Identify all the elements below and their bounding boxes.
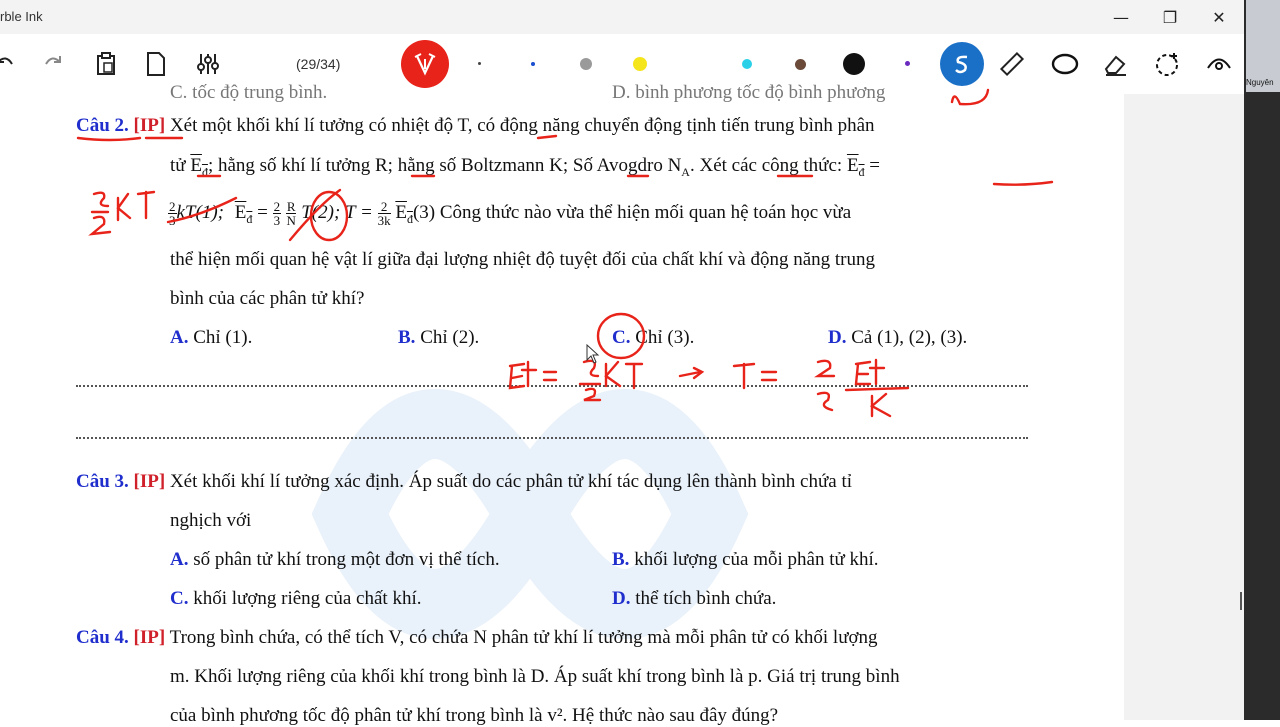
ink-3	[94, 193, 108, 206]
ink-2	[92, 217, 110, 234]
color-dot-7[interactable]	[843, 53, 865, 75]
f2-frac: $\frac{2}{3}$	[273, 199, 281, 229]
ink-et2	[856, 360, 884, 384]
color-dot-1[interactable]	[478, 62, 481, 65]
ink-t	[138, 192, 154, 218]
mouse-cursor-icon	[586, 344, 600, 364]
clipboard-icon[interactable]	[88, 46, 124, 82]
f2-eq: =	[257, 202, 268, 223]
q2-formulas	[168, 198, 851, 234]
f2-lhs: $E_đ$	[234, 202, 253, 226]
minimize-button[interactable]: —	[1113, 7, 1129, 27]
undo-icon[interactable]	[0, 46, 22, 82]
q3-line1	[76, 471, 852, 493]
pen-tool-button[interactable]	[401, 40, 449, 88]
q3-text-1: Xét khối khí lí tưởng xác định. Áp suất do các phân tử khí tác dụng lên thành bình chứa tỉ	[169, 471, 853, 492]
q2-ed-symbol: $E_đ$	[190, 155, 208, 179]
ink-k	[118, 194, 130, 220]
q4-line1	[76, 627, 878, 649]
ink-underline-ed-right	[994, 182, 1052, 185]
q2-label: Câu 2.	[76, 115, 129, 136]
stroke-selection-button[interactable]	[940, 42, 984, 86]
q1-option-d-partial: D. bình phương tốc độ bình phương	[612, 82, 886, 103]
q2-line2-c: . Xét các công thức:	[689, 155, 843, 176]
q2-line1	[76, 115, 875, 137]
q4-tag: [IP]	[133, 627, 166, 648]
f3-ed: $E_đ$	[395, 202, 413, 226]
pen-icon	[412, 51, 438, 77]
q2-option-d[interactable]: D. Cả (1), (2), (3).	[828, 327, 968, 348]
redo-icon[interactable]	[36, 46, 72, 82]
q4-line2: m. Khối lượng riêng của khối khí trong bình là D. Áp suất khí trong bình là p. Giá trị trung bình	[170, 666, 900, 687]
right-edge	[1244, 0, 1280, 720]
q4-label: Câu 4.	[76, 627, 129, 648]
q2-option-b[interactable]: B. Chỉ (2).	[398, 327, 480, 348]
new-page-icon[interactable]	[138, 46, 174, 82]
title-bar	[0, 0, 1244, 34]
q2-ed-symbol-2: $E_đ$	[846, 155, 865, 179]
s-curve-icon	[950, 52, 974, 76]
color-dot-8[interactable]	[905, 61, 910, 66]
lasso-select-icon[interactable]	[1150, 46, 1186, 82]
ink-k3	[872, 394, 890, 416]
color-dot-3[interactable]	[580, 58, 592, 70]
f1-frac: $\frac{2}{3}$	[169, 199, 176, 229]
f3-rest: (3) Công thức nào vừa thể hiện mối quan hệ toán học vừa	[412, 202, 852, 223]
color-dot-6[interactable]	[795, 59, 806, 70]
document-page	[0, 82, 1124, 726]
view-mode-icon[interactable]	[1201, 46, 1237, 82]
q4-line3: của bình phương tốc độ phân tử khí trong bình là v². Hệ thức nào sau đây đúng?	[170, 705, 779, 726]
answer-line-1	[76, 385, 1028, 387]
color-dot-2[interactable]	[531, 62, 535, 66]
q2-line2-d: =	[869, 155, 881, 176]
q1-option-c-partial: C. tốc độ trung bình.	[170, 82, 328, 103]
q2-option-a[interactable]: A. Chỉ (1).	[170, 327, 253, 348]
q2-line2-a: tử	[170, 155, 186, 176]
f3-frac: $\frac{2}{3k}$	[377, 199, 391, 229]
ink-underline-cau2	[78, 138, 140, 140]
ink-frac-bar-3	[846, 388, 908, 390]
q3-option-a[interactable]: A. số phân tử khí trong một đơn vị thể tích.	[170, 549, 500, 570]
q2-line5: bình của các phân tử khí?	[170, 288, 365, 309]
scrollbar[interactable]	[1240, 592, 1242, 610]
q2-line2-sub: A	[681, 164, 690, 179]
color-dot-5[interactable]	[742, 59, 752, 69]
q3-option-b[interactable]: B. khối lượng của mỗi phân tử khí.	[612, 549, 879, 570]
ruler-icon[interactable]	[994, 46, 1030, 82]
restore-button[interactable]: ❐	[1162, 7, 1178, 27]
q2-text-1: Xét một khối khí lí tưởng có nhiệt độ T, có động năng chuyển động tịnh tiến trung bình phân	[169, 115, 875, 136]
q4-text-1: Trong bình chứa, có thể tích V, có chứa N phân tử khí lí tưởng mà mỗi phân tử có khối lượng	[169, 627, 878, 648]
page-counter: (29/34)	[296, 56, 341, 72]
q2-line4: thể hiện mối quan hệ vật lí giữa đại lượng nhiệt độ tuyệt đối của chất khí và động năng trung	[170, 249, 875, 270]
settings-sliders-icon[interactable]	[190, 46, 226, 82]
q2-option-c[interactable]: C. Chỉ (3).	[612, 327, 695, 348]
q3-label: Câu 3.	[76, 471, 129, 492]
q3-tag: [IP]	[133, 471, 166, 492]
close-button[interactable]: ✕	[1212, 7, 1226, 27]
f2-inner-frac: $\frac{R}{N}$	[286, 199, 296, 229]
q2-line2-b: ; hằng số khí lí tưởng R; hằng số Boltzmann K; Số Avogdro N	[207, 155, 682, 176]
q3-option-d[interactable]: D. thể tích bình chứa.	[612, 588, 777, 609]
color-dot-4[interactable]	[633, 57, 647, 71]
q3-option-c[interactable]: C. khối lượng riêng của chất khí.	[170, 588, 422, 609]
q2-line2	[170, 155, 880, 183]
ellipse-icon[interactable]	[1047, 46, 1083, 82]
answer-line-2	[76, 437, 1028, 439]
app-title: rble Ink	[0, 9, 43, 24]
q2-tag: [IP]	[133, 115, 166, 136]
webcam-name: Nguyên	[1246, 78, 1274, 87]
q2-ed-letter: E	[190, 155, 202, 176]
watermark-logo	[230, 294, 830, 724]
f2-rest: T(2); T =	[301, 202, 373, 223]
f1-rest: kT(1);	[176, 202, 224, 223]
side-margin	[1124, 94, 1244, 720]
q3-line2: nghịch với	[170, 510, 252, 531]
eraser-icon[interactable]	[1098, 46, 1134, 82]
